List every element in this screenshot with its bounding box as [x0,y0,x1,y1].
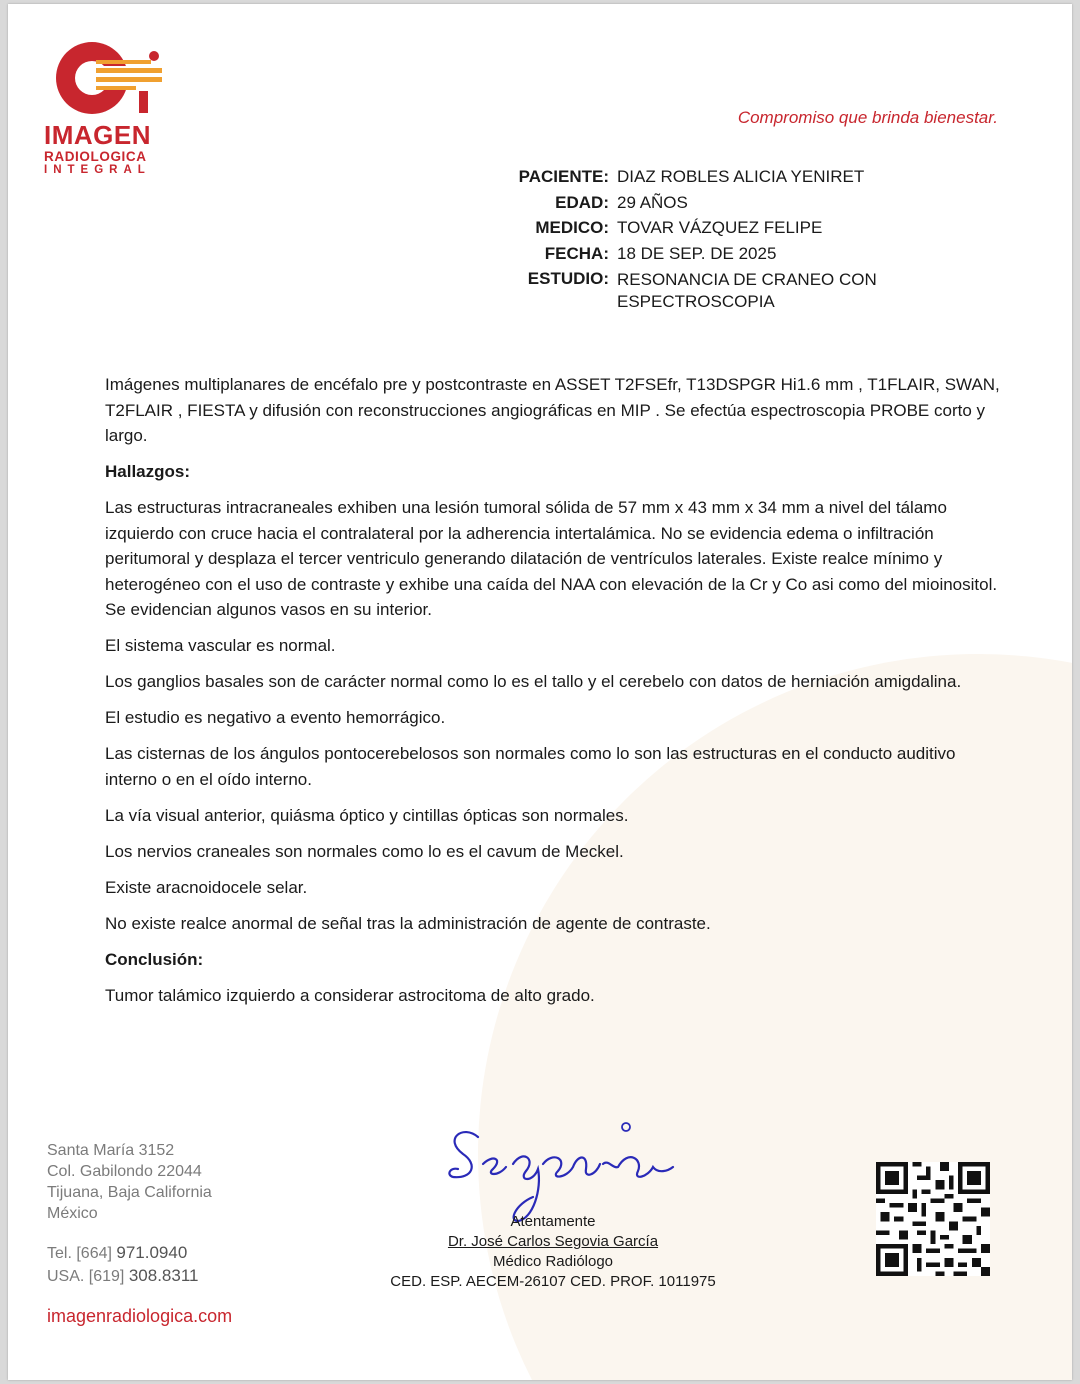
website-link[interactable]: imagenradiologica.com [47,1306,233,1326]
finding-paragraph: No existe realce anormal de señal tras la administración de agente de contraste. [105,913,711,933]
finding-paragraph: La vía visual anterior, quiásma óptico y cintillas ópticas son normales. [105,805,629,825]
conclusion-heading: Conclusión: [105,949,204,969]
address-line: Col. Gabilondo 22044 [47,1163,202,1180]
study-row [478,266,917,313]
doctor-title: Médico Radiólogo [492,1253,614,1270]
finding-paragraph: El sistema vascular es normal. [105,636,336,655]
address-block [47,1140,212,1224]
phone-mx [47,1242,198,1265]
doctor-credentials: CED. ESP. AECEM-26107 CED. PROF. 1011975 [390,1273,716,1290]
date-value: 18 DE SEP. DE 2025 [617,243,777,263]
finding-paragraph: Los nervios craneales son normales como lo es el cavum de Meckel. [105,841,624,861]
patient-value: DIAZ ROBLES ALICIA YENIRET [617,167,865,186]
phone-usa [47,1265,198,1288]
doctor-label: MEDICO: [535,218,609,237]
logo-line-1: IMAGEN [44,120,151,150]
finding-paragraph: Las cisternas de los ángulos pontocerebelosos son normales como lo son las estructuras en el conducto auditivo interno o en el oído interno. [105,744,956,789]
closing-text: Atentamente [510,1213,596,1230]
finding-paragraph: Las estructuras intracraneales exhiben una lesión tumoral sólida de 57 mm x 43 mm x 34 mm a nivel del tálamo izquierdo con cruce hacia el contralateral por la adherencia intertalámica. No se evidencia edema o infiltración peritumoral y desplaza el tercer ventriculo generando dilatación de ventrículos laterales. Existe realce mínimo y heterogéneo con el uso de contraste y exhibe una caída del NAA con elevación de la Cr y Co asi como del mioinositol. Se evidencian algunos vasos en su interior. [105,498,998,619]
date-row [478,241,917,267]
phone-mx-number: 971.0940 [116,1243,188,1262]
slogan: Compromiso que brinda bienestar. [737,108,998,127]
study-label: ESTUDIO: [527,269,609,288]
doctor-row [478,215,917,241]
conclusion-paragraph: Tumor talámico izquierdo a considerar astrocitoma de alto grado. [105,985,595,1005]
phone-usa-number: 308.8311 [128,1266,199,1285]
intro-paragraph: Imágenes multiplanares de encéfalo pre y postcontraste en ASSET T2FSEfr, T13DSPGR Hi1.6 mm , T1FLAIR, SWAN, T2FLAIR , FIESTA y difusión con reconstrucciones angiográficas en MIP . Se efectúa espectroscopia PROBE corto y largo. [105,375,1000,445]
logo-line-2: RADIOLOGICA [44,149,147,164]
address-line: Santa María 3152 [47,1142,175,1159]
finding-paragraph: Existe aracnoidocele selar. [105,877,308,897]
patient-info [478,164,917,313]
finding-paragraph: El estudio es negativo a evento hemorrágico. [105,708,446,727]
signature-block [348,1212,758,1292]
finding-paragraph: Los ganglios basales son de carácter normal como lo es el tallo y el cerebelo con datos de herniación amigdalina. [105,672,962,691]
patient-label: PACIENTE: [518,167,609,186]
phone-usa-prefix: USA. [619] [47,1268,125,1285]
address-line: Tijuana, Baja California [47,1184,212,1201]
logo-line-3: INTEGRAL [44,164,151,176]
age-value: 29 AÑOS [617,192,688,212]
company-logo-text [44,122,174,177]
doctor-value: TOVAR VÁZQUEZ FELIPE [617,218,823,237]
handwritten-signature [438,1109,688,1229]
age-label: EDAD: [555,192,609,212]
date-label: FECHA: [544,243,609,263]
age-row [478,190,917,216]
phone-mx-prefix: Tel. [664] [47,1245,112,1262]
report-page [8,4,1072,1380]
address-line: México [47,1205,98,1222]
study-value: RESONANCIA DE CRANEO CON ESPECTROSCOPIA [617,270,877,311]
qr-code-icon [876,1162,990,1276]
doctor-name: Dr. José Carlos Segovia García [447,1233,659,1250]
phone-block [47,1242,198,1288]
patient-row [478,164,917,190]
report-body [105,372,1005,1019]
findings-heading: Hallazgos: [105,462,191,481]
